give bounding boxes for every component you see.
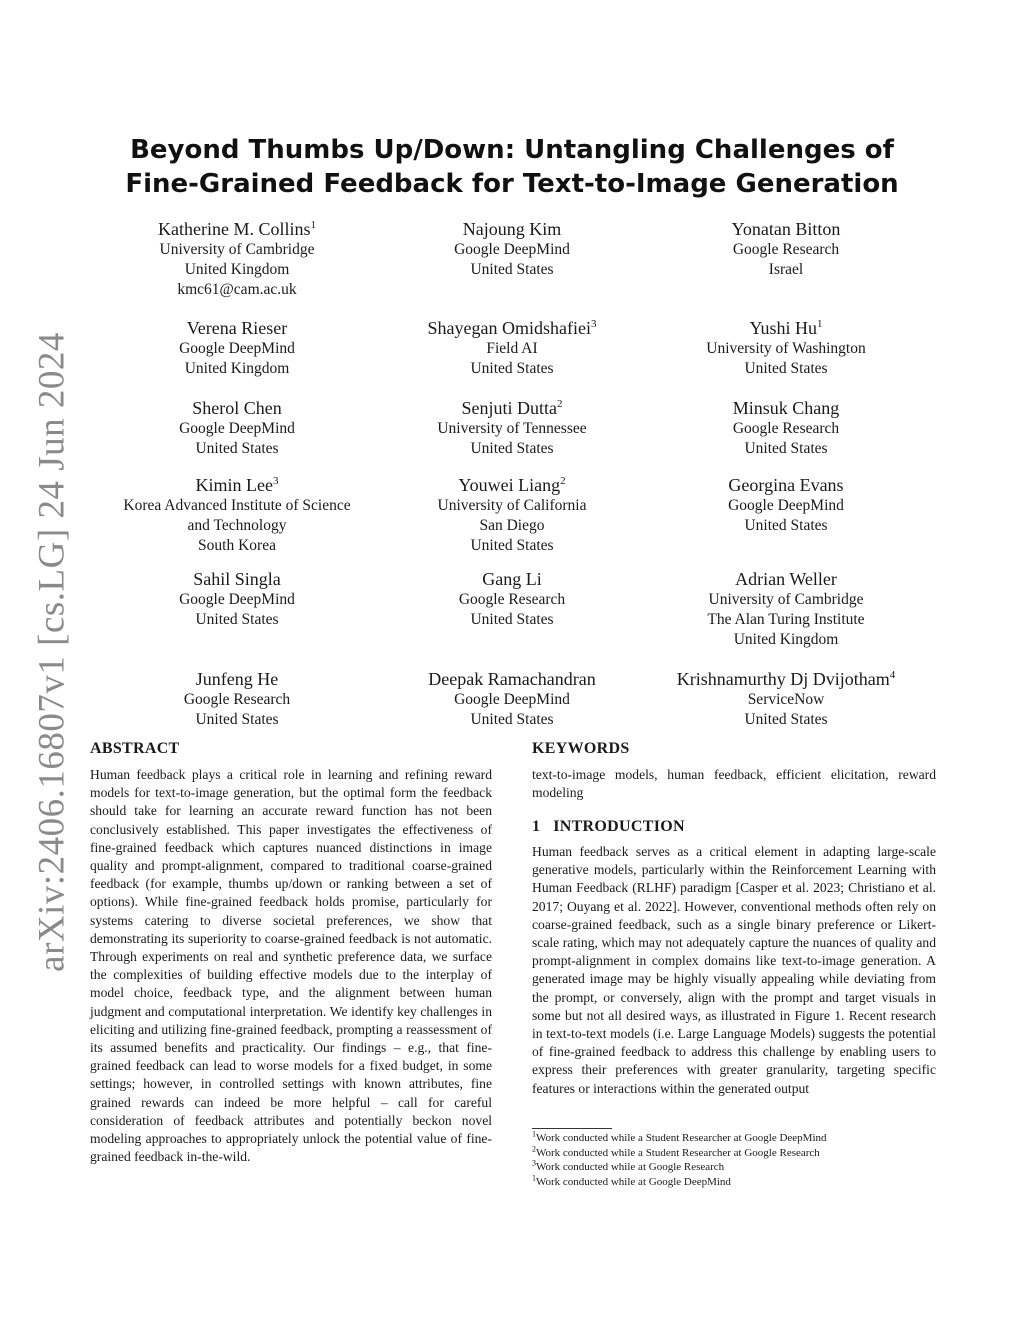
author-affiliation: Google Research — [458, 591, 566, 608]
author-name: Shayegan Omidshafiei$^3$ — [427, 318, 597, 338]
author-name: Yushi Hu$^1$ — [749, 318, 823, 338]
author-country: United Kingdom — [733, 631, 839, 648]
author-country: United States — [195, 440, 279, 457]
author-name: Verena Rieser — [186, 318, 288, 338]
author-name: Kimin Lee$^3$ — [195, 475, 279, 495]
author-block — [362, 568, 662, 630]
footnote: $^2$Work conducted while a Student Researcher at Google Research — [532, 1143, 820, 1159]
author-name: Junfeng He — [195, 669, 279, 689]
author-affiliation: Google DeepMind — [454, 691, 570, 708]
author-country: United States — [744, 517, 828, 534]
author-affiliation: University of Cambridge — [159, 241, 315, 258]
abstract-text: Human feedback plays a critical role in learning and refining reward models for text-to-image generation, but the optimal form the feedback should take for learning an accurate reward function has not been conclusively established. This paper investigates the effectiveness of fine-grained feedback which captures nuanced distinctions in image quality and prompt-alignment, compared to traditional coarse-grained feedback (for example, thumbs up/down or ranking between a set of options). While fine-grained feedback holds promise, particularly for systems catering to diverse societal preferences, we show that demonstrating its superiority to coarse-grained feedback is not automatic. Through experiments on real and synthetic preference data, we surface the complexities of building effective models due to the interplay of model choice, feedback type, and the alignment between human judgment and computational interpretation. We identify key challenges in eliciting and utilizing fine-grained feedback, prompting a reassessment of its assumed benefits and practicality. Our findings – e.g., that fine-grained feedback can lead to worse models for a fixed budget, in some settings; however, in controlled settings with known attributes, fine grained rewards can indeed be more helpful – call for careful consideration of feedback attributes and potentially beckon novel modeling approaches to appropriately unlock the potential value of fine-grained feedback in-the-wild. — [90, 767, 492, 1165]
author-country: United Kingdom — [184, 261, 290, 278]
author-block — [362, 317, 662, 379]
author-affiliation: Google DeepMind — [179, 340, 295, 357]
paper-title — [0, 133, 1024, 201]
footnote: $^1$Work conducted while a Student Researcher at Google DeepMind — [532, 1129, 827, 1144]
author-affiliation: University of California — [437, 497, 587, 514]
author-country: South Korea — [198, 537, 276, 554]
author-block — [87, 397, 387, 459]
arxiv-identifier: arXiv:2406.16807v1 [cs.LG] 24 Jun 2024 — [31, 332, 73, 972]
author-country: United States — [195, 611, 279, 628]
footnote-divider — [532, 1128, 612, 1129]
introduction-text: Human feedback serves as a critical element in adapting large-scale generative models, particularly within the Reinforcement Learning with Human Feedback (RLHF) paradigm [Casper et al. 2023; Christiano et al. 2017; Ouyang et al. 2022]. However, conventional methods often rely on coarse-grained feedback, such as a single binary preference or Likert-scale rating, which may not adequately capture the nuances of quality and prompt-alignment in complex domains like text-to-image generation. A generated image may be highly visually appealing while deviating from the prompt, or conversely, align with the prompt and target visuals in some but not all desired ways, as illustrated in Figure 1. Recent research in text-to-text models (i.e. Large Language Models) suggests the potential of fine-grained feedback to address this challenge by enabling users to express their preferences with greater granularity, targeting specific features or interactions within the generated output — [532, 844, 936, 1096]
author-country: United States — [744, 711, 828, 728]
author-name: Adrian Weller — [735, 569, 837, 589]
keywords-text: text-to-image models, human feedback, efficient elicitation, reward modeling — [532, 767, 936, 801]
author-name: Georgina Evans — [728, 475, 844, 495]
author-block — [636, 474, 936, 536]
footnotes — [532, 1131, 942, 1189]
author-email: kmc61@cam.ac.uk — [177, 281, 297, 298]
author-country: United States — [470, 611, 554, 628]
author-country: United States — [470, 360, 554, 377]
author-name: Youwei Liang$^2$ — [458, 475, 566, 495]
author-affiliation: University of Tennessee — [437, 420, 587, 437]
author-affiliation: Google DeepMind — [179, 420, 295, 437]
author-country: United States — [195, 711, 279, 728]
footnote: $^3$Work conducted while at Google Research — [532, 1158, 725, 1173]
author-affiliation-cont: San Diego — [479, 517, 545, 534]
author-name: Krishnamurthy Dj Dvijotham$^4$ — [676, 669, 896, 689]
author-affiliation-cont: The Alan Turing Institute — [707, 611, 865, 628]
keywords-heading: KEYWORDS — [532, 740, 630, 757]
author-block — [636, 218, 936, 280]
author-block — [87, 568, 387, 630]
author-affiliation: Korea Advanced Institute of Science — [123, 497, 351, 514]
author-block — [87, 668, 387, 730]
author-affiliation: University of Cambridge — [708, 591, 864, 608]
author-name: Deepak Ramachandran — [428, 669, 596, 689]
author-block — [636, 317, 936, 379]
author-block — [87, 474, 387, 556]
author-country: United States — [470, 440, 554, 457]
author-country: United States — [470, 711, 554, 728]
author-affiliation: Google Research — [732, 420, 840, 437]
author-country: Israel — [768, 261, 804, 278]
author-country: United States — [744, 360, 828, 377]
author-block — [362, 474, 662, 556]
author-block — [362, 397, 662, 459]
author-block — [362, 218, 662, 280]
author-block — [636, 668, 936, 730]
author-block — [87, 218, 387, 300]
author-country: United States — [744, 440, 828, 457]
title-line-2: Fine-Grained Feedback for Text-to-Image Generation — [125, 169, 899, 199]
author-country: United Kingdom — [184, 360, 290, 377]
author-block — [362, 668, 662, 730]
author-affiliation: ServiceNow — [747, 691, 825, 708]
author-affiliation: Google Research — [732, 241, 840, 258]
author-name: Minsuk Chang — [732, 398, 840, 418]
author-name: Katherine M. Collins$^1$ — [158, 219, 316, 239]
author-name: Najoung Kim — [462, 219, 562, 239]
author-affiliation: Google DeepMind — [728, 497, 844, 514]
author-affiliation: Google DeepMind — [454, 241, 570, 258]
author-country: United States — [470, 261, 554, 278]
author-name: Senjuti Dutta$^2$ — [461, 398, 563, 418]
footnote: $^1$Work conducted while at Google DeepMind — [532, 1172, 731, 1188]
author-country: United States — [470, 537, 554, 554]
title-line-1: Beyond Thumbs Up/Down: Untangling Challenges of — [130, 135, 894, 165]
author-name: Gang Li — [482, 569, 542, 589]
author-affiliation-cont: and Technology — [187, 517, 287, 534]
author-affiliation: University of Washington — [706, 340, 866, 357]
author-affiliation: Google DeepMind — [179, 591, 295, 608]
author-block — [87, 317, 387, 379]
author-block — [636, 568, 936, 650]
author-name: Sahil Singla — [193, 569, 281, 589]
abstract-heading: ABSTRACT — [90, 740, 180, 757]
author-name: Yonatan Bitton — [731, 219, 841, 239]
introduction-heading: 1 INTRODUCTION — [532, 818, 685, 835]
author-affiliation: Field AI — [486, 340, 538, 357]
author-name: Sherol Chen — [192, 398, 282, 418]
author-affiliation: Google Research — [183, 691, 291, 708]
author-block — [636, 397, 936, 459]
